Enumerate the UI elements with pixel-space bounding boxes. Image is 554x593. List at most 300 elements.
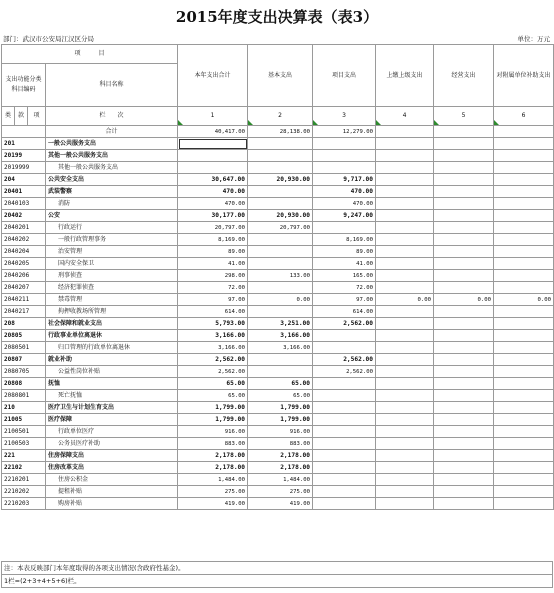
table-row xyxy=(2,354,554,366)
table-row xyxy=(2,402,554,414)
row-subject-name: 公共安全支出 xyxy=(46,174,178,186)
row-c2: 20,930.00 xyxy=(248,174,313,186)
table-row xyxy=(2,462,554,474)
row-subject-name: 医疗保障 xyxy=(46,414,178,426)
table-row xyxy=(2,174,554,186)
row-subject-name: 行政单位医疗 xyxy=(46,426,178,438)
total-c1: 40,417.00 xyxy=(178,126,248,138)
total-c6 xyxy=(494,126,554,138)
row-code: 2040202 xyxy=(2,234,46,246)
row-subject-name: 公务员医疗补助 xyxy=(46,438,178,450)
row-code: 20808 xyxy=(2,378,46,390)
row-code: 20199 xyxy=(2,150,46,162)
row-code: 2040201 xyxy=(2,222,46,234)
row-subject-name: 死亡抚恤 xyxy=(46,390,178,402)
row-c2: 1,799.00 xyxy=(248,402,313,414)
row-code: 2100501 xyxy=(2,426,46,438)
row-subject-name: 住房公积金 xyxy=(46,474,178,486)
row-c3: 2,562.00 xyxy=(313,354,376,366)
row-c6 xyxy=(494,378,554,390)
row-c6 xyxy=(494,474,554,486)
row-c4 xyxy=(376,258,434,270)
row-c4 xyxy=(376,342,434,354)
row-c4 xyxy=(376,414,434,426)
row-code: 221 xyxy=(2,450,46,462)
row-c4 xyxy=(376,318,434,330)
row-c4 xyxy=(376,198,434,210)
row-c6: 0.00 xyxy=(494,294,554,306)
table-row xyxy=(2,450,554,462)
row-code: 2019999 xyxy=(2,162,46,174)
row-code: 20807 xyxy=(2,354,46,366)
row-c2 xyxy=(248,366,313,378)
table-row xyxy=(2,222,554,234)
row-c5 xyxy=(434,462,494,474)
total-c4 xyxy=(376,126,434,138)
header-c1: 本年支出合计 xyxy=(178,45,248,107)
row-c5 xyxy=(434,150,494,162)
row-c6 xyxy=(494,162,554,174)
row-c2 xyxy=(248,162,313,174)
row-c5 xyxy=(434,270,494,282)
row-code: 20401 xyxy=(2,186,46,198)
table-row xyxy=(2,210,554,222)
note-line-1: 注：本表反映部门本年度取得的各项支出情况(含政府性基金)。 xyxy=(1,561,553,575)
row-subject-name: 公安 xyxy=(46,210,178,222)
row-subject-name: 一般行政管理事务 xyxy=(46,234,178,246)
row-subject-name: 归口管理的行政单位离退休 xyxy=(46,342,178,354)
row-c4 xyxy=(376,378,434,390)
row-subject-name: 其他一般公共服务支出 xyxy=(46,150,178,162)
row-c2: 419.00 xyxy=(248,498,313,510)
row-subject-name: 抚恤 xyxy=(46,378,178,390)
row-c5 xyxy=(434,390,494,402)
table-row xyxy=(2,162,554,174)
row-subject-name: 社会保障和就业支出 xyxy=(46,318,178,330)
row-c2: 275.00 xyxy=(248,486,313,498)
note-line-2: 1栏=(2+3+4+5+6)栏。 xyxy=(1,575,553,588)
row-code: 2040207 xyxy=(2,282,46,294)
row-c2: 3,251.00 xyxy=(248,318,313,330)
row-c2 xyxy=(248,138,313,150)
row-subject-name: 行政事业单位离退休 xyxy=(46,330,178,342)
row-c6 xyxy=(494,366,554,378)
row-c2 xyxy=(248,234,313,246)
header-kuan: 款 xyxy=(15,107,28,126)
total-c2: 28,138.00 xyxy=(248,126,313,138)
table-notes xyxy=(1,561,553,588)
header-lei: 类 xyxy=(2,107,15,126)
row-c4 xyxy=(376,186,434,198)
row-c3: 9,717.00 xyxy=(313,174,376,186)
table-row xyxy=(2,234,554,246)
row-c4 xyxy=(376,222,434,234)
row-code: 2040211 xyxy=(2,294,46,306)
table-row xyxy=(2,138,554,150)
row-c5 xyxy=(434,354,494,366)
header-xiang: 项 xyxy=(28,107,46,126)
header-func-class: 支出功能分类科目编码 xyxy=(2,64,46,107)
row-c2 xyxy=(248,246,313,258)
header-c5: 经营支出 xyxy=(434,45,494,107)
total-row xyxy=(2,126,554,138)
row-c5 xyxy=(434,222,494,234)
table-row xyxy=(2,414,554,426)
row-c5 xyxy=(434,438,494,450)
row-subject-name: 经济犯罪侦查 xyxy=(46,282,178,294)
table-row xyxy=(2,258,554,270)
row-c6 xyxy=(494,318,554,330)
row-c6 xyxy=(494,282,554,294)
row-c1: 65.00 xyxy=(178,378,248,390)
row-c3 xyxy=(313,414,376,426)
row-code: 2080705 xyxy=(2,366,46,378)
row-c1: 470.00 xyxy=(178,198,248,210)
row-c3: 72.00 xyxy=(313,282,376,294)
col-number-2: 2 xyxy=(248,107,313,126)
row-c5 xyxy=(434,198,494,210)
row-c6 xyxy=(494,138,554,150)
expenditure-table xyxy=(1,44,554,510)
row-c3 xyxy=(313,390,376,402)
row-code: 210 xyxy=(2,402,46,414)
row-c6 xyxy=(494,198,554,210)
row-c4 xyxy=(376,138,434,150)
row-c1: 2,562.00 xyxy=(178,366,248,378)
table-row xyxy=(2,426,554,438)
row-subject-name: 提租补贴 xyxy=(46,486,178,498)
row-subject-name: 公益性岗位补贴 xyxy=(46,366,178,378)
row-code: 2040204 xyxy=(2,246,46,258)
row-c3: 470.00 xyxy=(313,198,376,210)
row-c5 xyxy=(434,138,494,150)
row-c5 xyxy=(434,246,494,258)
row-code: 20805 xyxy=(2,330,46,342)
row-c5 xyxy=(434,162,494,174)
row-c3: 89.00 xyxy=(313,246,376,258)
row-c3: 614.00 xyxy=(313,306,376,318)
row-c6 xyxy=(494,246,554,258)
row-c3: 470.00 xyxy=(313,186,376,198)
row-c3 xyxy=(313,342,376,354)
row-c2: 65.00 xyxy=(248,378,313,390)
col-number-5: 5 xyxy=(434,107,494,126)
row-c3: 8,169.00 xyxy=(313,234,376,246)
table-row xyxy=(2,438,554,450)
row-code: 2210203 xyxy=(2,498,46,510)
row-c4 xyxy=(376,210,434,222)
row-c5 xyxy=(434,210,494,222)
row-c2 xyxy=(248,186,313,198)
row-subject-name: 拘押收教场所管理 xyxy=(46,306,178,318)
col-number-3: 3 xyxy=(313,107,376,126)
row-c2: 1,799.00 xyxy=(248,414,313,426)
row-c5 xyxy=(434,498,494,510)
row-subject-name: 武装警察 xyxy=(46,186,178,198)
unit-label: 单位：万元 xyxy=(517,35,550,43)
row-c2 xyxy=(248,354,313,366)
row-c6 xyxy=(494,414,554,426)
row-c5 xyxy=(434,402,494,414)
row-c5 xyxy=(434,426,494,438)
table-row xyxy=(2,318,554,330)
row-c1: 2,562.00 xyxy=(178,354,248,366)
row-subject-name: 医疗卫生与计划生育支出 xyxy=(46,402,178,414)
row-subject-name: 国内安全保卫 xyxy=(46,258,178,270)
table-row xyxy=(2,342,554,354)
row-c6 xyxy=(494,450,554,462)
row-code: 204 xyxy=(2,174,46,186)
row-c4 xyxy=(376,498,434,510)
row-c5 xyxy=(434,474,494,486)
table-row xyxy=(2,282,554,294)
row-c5 xyxy=(434,306,494,318)
table-row xyxy=(2,198,554,210)
row-c2: 65.00 xyxy=(248,390,313,402)
row-subject-name: 刑事侦查 xyxy=(46,270,178,282)
row-c3 xyxy=(313,426,376,438)
row-c3 xyxy=(313,138,376,150)
row-c4 xyxy=(376,330,434,342)
table-row xyxy=(2,378,554,390)
header-row-index xyxy=(2,107,554,126)
total-label: 合计 xyxy=(46,126,178,138)
row-c3: 2,562.00 xyxy=(313,318,376,330)
row-c3 xyxy=(313,462,376,474)
row-subject-name: 治安管理 xyxy=(46,246,178,258)
row-c5 xyxy=(434,186,494,198)
table-row xyxy=(2,486,554,498)
row-subject-name: 一般公共服务支出 xyxy=(46,138,178,150)
row-c1: 1,799.00 xyxy=(178,402,248,414)
row-c2: 3,166.00 xyxy=(248,342,313,354)
row-c6 xyxy=(494,234,554,246)
row-c5 xyxy=(434,366,494,378)
table-row xyxy=(2,150,554,162)
row-c2: 2,178.00 xyxy=(248,450,313,462)
row-subject-name: 购房补贴 xyxy=(46,498,178,510)
row-c5 xyxy=(434,414,494,426)
row-c5 xyxy=(434,486,494,498)
col-number-1: 1 xyxy=(178,107,248,126)
row-code: 2080801 xyxy=(2,390,46,402)
row-c3 xyxy=(313,438,376,450)
total-c3: 12,279.00 xyxy=(313,126,376,138)
row-subject-name: 住房保障支出 xyxy=(46,450,178,462)
row-c4 xyxy=(376,438,434,450)
row-c6 xyxy=(494,498,554,510)
total-code-cell xyxy=(2,126,46,138)
row-c3: 165.00 xyxy=(313,270,376,282)
row-c6 xyxy=(494,486,554,498)
row-c4 xyxy=(376,462,434,474)
department-label: 部门：武汉市公安局江汉区分局 xyxy=(3,35,94,43)
header-c2: 基本支出 xyxy=(248,45,313,107)
row-c6 xyxy=(494,342,554,354)
row-c3 xyxy=(313,162,376,174)
col-number-4: 4 xyxy=(376,107,434,126)
row-c2: 20,930.00 xyxy=(248,210,313,222)
row-code: 2080501 xyxy=(2,342,46,354)
selected-cell[interactable] xyxy=(178,138,248,150)
row-c4 xyxy=(376,366,434,378)
row-c1: 2,178.00 xyxy=(178,450,248,462)
row-c6 xyxy=(494,186,554,198)
table-row xyxy=(2,246,554,258)
row-code: 2100503 xyxy=(2,438,46,450)
row-c4 xyxy=(376,486,434,498)
row-c1: 30,177.00 xyxy=(178,210,248,222)
row-subject-name: 禁毒管理 xyxy=(46,294,178,306)
row-c3 xyxy=(313,486,376,498)
row-subject-name: 消防 xyxy=(46,198,178,210)
col-number-6: 6 xyxy=(494,107,554,126)
header-subject-name: 科目名称 xyxy=(46,64,178,107)
row-c3 xyxy=(313,150,376,162)
row-c2 xyxy=(248,258,313,270)
row-c5 xyxy=(434,234,494,246)
row-c3 xyxy=(313,378,376,390)
row-c2 xyxy=(248,282,313,294)
row-c6 xyxy=(494,258,554,270)
row-c5 xyxy=(434,282,494,294)
row-c1: 30,647.00 xyxy=(178,174,248,186)
row-c2: 916.00 xyxy=(248,426,313,438)
row-c1: 614.00 xyxy=(178,306,248,318)
row-c6 xyxy=(494,222,554,234)
row-c3: 97.00 xyxy=(313,294,376,306)
row-c6 xyxy=(494,270,554,282)
row-c6 xyxy=(494,330,554,342)
row-c5 xyxy=(434,330,494,342)
row-c4 xyxy=(376,354,434,366)
row-c1: 298.00 xyxy=(178,270,248,282)
row-c2: 883.00 xyxy=(248,438,313,450)
row-c6 xyxy=(494,390,554,402)
row-c1: 20,797.00 xyxy=(178,222,248,234)
table-row xyxy=(2,270,554,282)
row-c4 xyxy=(376,234,434,246)
row-c4 xyxy=(376,390,434,402)
row-c1: 3,166.00 xyxy=(178,342,248,354)
row-subject-name: 行政运行 xyxy=(46,222,178,234)
row-code: 2210201 xyxy=(2,474,46,486)
row-c3 xyxy=(313,498,376,510)
row-c3 xyxy=(313,222,376,234)
header-c4: 上缴上级支出 xyxy=(376,45,434,107)
row-c5 xyxy=(434,318,494,330)
row-code: 21005 xyxy=(2,414,46,426)
row-c1: 883.00 xyxy=(178,438,248,450)
row-code: 20402 xyxy=(2,210,46,222)
table-row xyxy=(2,390,554,402)
row-c1: 2,178.00 xyxy=(178,462,248,474)
row-c1: 1,484.00 xyxy=(178,474,248,486)
row-c1: 41.00 xyxy=(178,258,248,270)
row-c5 xyxy=(434,450,494,462)
row-c4 xyxy=(376,174,434,186)
row-c6 xyxy=(494,210,554,222)
row-c5 xyxy=(434,342,494,354)
row-c4 xyxy=(376,150,434,162)
row-c3 xyxy=(313,330,376,342)
row-c4: 0.00 xyxy=(376,294,434,306)
row-c4 xyxy=(376,474,434,486)
table-row xyxy=(2,474,554,486)
row-c1: 8,169.00 xyxy=(178,234,248,246)
row-c1: 72.00 xyxy=(178,282,248,294)
row-c4 xyxy=(376,426,434,438)
row-c2 xyxy=(248,150,313,162)
table-row xyxy=(2,366,554,378)
row-c6 xyxy=(494,306,554,318)
row-code: 2040205 xyxy=(2,258,46,270)
header-c6: 对附属单位补助支出 xyxy=(494,45,554,107)
row-c2: 0.00 xyxy=(248,294,313,306)
report-title: 2015年度支出决算表（表3） xyxy=(175,8,379,26)
row-c6 xyxy=(494,402,554,414)
row-c2: 1,484.00 xyxy=(248,474,313,486)
row-c3 xyxy=(313,474,376,486)
row-c3: 9,247.00 xyxy=(313,210,376,222)
row-c1: 275.00 xyxy=(178,486,248,498)
row-subject-name: 住房改革支出 xyxy=(46,462,178,474)
row-c6 xyxy=(494,426,554,438)
row-c6 xyxy=(494,354,554,366)
row-c1: 89.00 xyxy=(178,246,248,258)
row-c4 xyxy=(376,246,434,258)
row-c1 xyxy=(178,162,248,174)
row-c1: 5,793.00 xyxy=(178,318,248,330)
row-c2: 3,166.00 xyxy=(248,330,313,342)
row-subject-name: 就业补助 xyxy=(46,354,178,366)
row-c1: 65.00 xyxy=(178,390,248,402)
row-c4 xyxy=(376,282,434,294)
row-code: 201 xyxy=(2,138,46,150)
table-row xyxy=(2,186,554,198)
row-c6 xyxy=(494,150,554,162)
row-c4 xyxy=(376,270,434,282)
row-c2: 2,178.00 xyxy=(248,462,313,474)
row-c1: 419.00 xyxy=(178,498,248,510)
header-lanci: 栏 次 xyxy=(46,107,178,126)
row-code: 2040103 xyxy=(2,198,46,210)
row-code: 2210202 xyxy=(2,486,46,498)
row-c6 xyxy=(494,462,554,474)
row-c6 xyxy=(494,174,554,186)
header-c3: 项目支出 xyxy=(313,45,376,107)
row-code: 2040217 xyxy=(2,306,46,318)
table-row xyxy=(2,498,554,510)
row-c2: 133.00 xyxy=(248,270,313,282)
row-c4 xyxy=(376,402,434,414)
row-c5: 0.00 xyxy=(434,294,494,306)
table-row xyxy=(2,306,554,318)
header-item: 项 目 xyxy=(2,45,178,64)
row-c4 xyxy=(376,162,434,174)
row-c4 xyxy=(376,306,434,318)
row-c3 xyxy=(313,402,376,414)
row-c1: 3,166.00 xyxy=(178,330,248,342)
row-c2 xyxy=(248,198,313,210)
row-code: 208 xyxy=(2,318,46,330)
table-row xyxy=(2,330,554,342)
row-c5 xyxy=(434,258,494,270)
row-subject-name: 其他一般公共服务支出 xyxy=(46,162,178,174)
row-c2 xyxy=(248,306,313,318)
row-code: 2040206 xyxy=(2,270,46,282)
header-row-item xyxy=(2,45,554,64)
